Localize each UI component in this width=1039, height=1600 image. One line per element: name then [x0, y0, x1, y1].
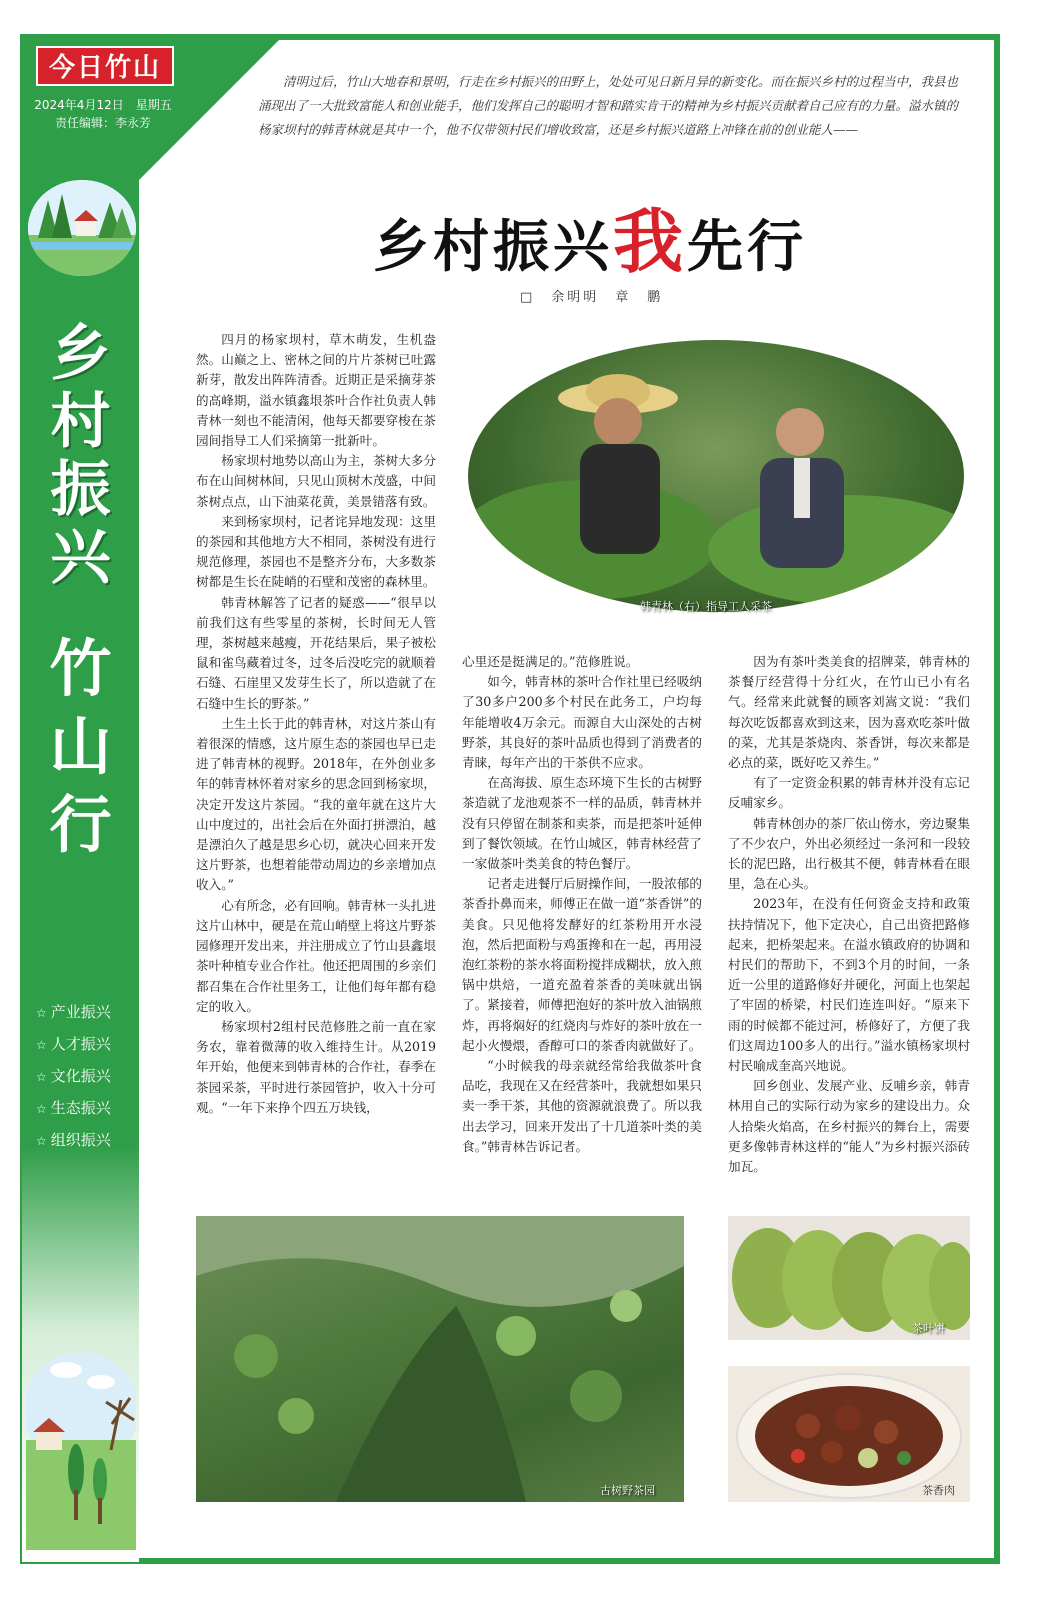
menu-item-industry[interactable]: ☆ 产业振兴	[36, 1003, 111, 1021]
star-icon: ☆	[36, 1134, 47, 1148]
col3-para-2: 有了一定资金积累的韩青林并没有忘记反哺家乡。	[728, 775, 970, 811]
col3-para-4: 2023年，在没有任何资金支持和政策扶持情况下，他下定决心，自己出资把路修起来，把桥架起来。在溢水镇政府的协调和村民们的帮助下，不到3个月的时间，一条近一公里的道路修好并硬化，河面上也架起了牢固的桥梁，村民们连连叫好。“原来下雨的时候都不能过河，桥修好了，方便了我们这周边100多人的出行。”溢水镇杨家坝村村民喻成奎高兴地说。	[728, 896, 970, 1074]
col1-para-2: 杨家坝村地势以高山为主，茶树大多分布在山间树林间，只见山顶树木茂盛，中间茶树点点，山下油菜花黄，美景错落有致。	[196, 453, 436, 509]
col2-para-3: 在高海拔、原生态环境下生长的古树野茶造就了龙池观茶不一样的品质，韩青林并没有只停留在制茶和卖茶，而是把茶叶延伸到了餐饮领域。在竹山城区，韩青林经营了一家做茶叶类美食的特色餐厅。	[462, 775, 702, 872]
issue-date: 2024年4月12日 星期五	[34, 98, 172, 112]
caption-tea-pork: 茶香肉	[922, 1484, 955, 1497]
col1-para-7: 杨家坝村2组村民范修胜之前一直在家务农，靠着微薄的收入维持生计。从2019年开始，他便来到韩青林的合作社，春季在茶园采茶，平时进行茶园管护，收入十分可观。“一年下来挣个四五万块钱，	[196, 1018, 436, 1115]
col1-para-4: 韩青林解答了记者的疑惑——“很早以前我们这有些零星的茶树，长时间无人管理，茶树越来越瘦，开花结果后，果子被松鼠和雀鸟藏着过冬，过冬后没吃完的就顺着石缝、石崖里又发芽生长了，所以造就了在石缝中生长的野茶。”	[196, 594, 436, 711]
menu-item-culture[interactable]: ☆ 文化振兴	[36, 1067, 111, 1085]
dateline	[24, 96, 182, 132]
topic-menu	[36, 1000, 136, 1160]
section-title-text: 乡村振兴	[50, 319, 111, 593]
village-emblem	[28, 180, 136, 276]
wild-tea-garden-photo	[196, 1216, 684, 1502]
byline: □ 余明明 章 鹏	[520, 290, 664, 305]
col1-para-1: 四月的杨家坝村，草木萌发，生机盎然。山巅之上、密林之间的片片茶树已吐露新芽，散发出阵阵清香。近期正是采摘芽茶的高峰期，溢水镇鑫垠茶叶合作社负责人韩青林一刻也不能清闲，他每天都要穿梭在茶园间指导工人们采摘第一批新叶。	[196, 332, 436, 449]
col1-para-5: 土生土长于此的韩青林，对这片茶山有着很深的情感，这片原生态的茶园也早已走进了韩青林的视野。2018年，在外创业多年的韩青林怀着对家乡的思念回到杨家坝，决定开发这片茶园。“我的童年就在这片大山中度过的，出社会后在外面打拼漂泊，越是漂泊久了越是思乡心切，就决心回来开发这片野茶，也想着能带动周边的乡亲增加点收入。”	[196, 715, 436, 893]
caption-tea-pancake: 茶叶饼	[912, 1322, 945, 1335]
tea-picking-photo	[468, 340, 964, 612]
col3-para-1: 因为有茶叶类美食的招牌菜，韩青林的茶餐厅经营得十分红火，在竹山已小有名气。经常来此就餐的顾客刘嵩文说：“我们每次吃饭都喜欢到这来，因为喜欢吃茶叶做的菜，尤其是茶烧肉、茶香饼，每次来都是必点的菜，既好吃又养生。”	[728, 654, 970, 771]
col2-para-4: 记者走进餐厅后厨操作间，一股浓郁的茶香扑鼻而来，师傅正在做一道“茶香饼”的美食。只见他将发酵好的红茶粉用开水浸泡，然后把面粉与鸡蛋搀和在一起，再用浸泡红茶粉的茶水将面粉搅拌成糊状，放入煎锅中烘焙，一道充盈着茶香的美味就出锅了。紧接着，师傅把泡好的茶叶放入油锅煎炸，再将焖好的红烧肉与炸好的茶叶放在一起小火慢煨，香醇可口的茶香肉就做好了。	[462, 876, 702, 1053]
countryside-illustration	[26, 1340, 136, 1550]
caption-tea-picking: 韩青林（右）指导工人采茶	[640, 600, 772, 613]
caption-wild-tea-garden: 古树野茶园	[600, 1484, 655, 1497]
lead-paragraph: 清明过后，竹山大地春和景明，行走在乡村振兴的田野上，处处可见日新月异的新变化。而在振兴乡村的过程当中，我县也涌现出了一大批致富能人和创业能手，他们发挥自己的聪明才智和踏实肯干的精神为乡村振兴贡献着自己应有的力量。溢水镇的杨家坝村的韩青林就是其中一个，他不仅带领村民们增收致富，还是乡村振兴道路上冲锋在前的创业能人——	[258, 74, 959, 137]
col3-para-3: 韩青林创办的茶厂依山傍水，旁边聚集了不少农户，外出必须经过一条河和一段较长的泥巴路，出行极其不便，韩青林看在眼里，急在心头。	[728, 815, 970, 892]
star-icon: ☆	[36, 1070, 47, 1084]
col1-para-6: 心有所念，必有回响。韩青林一头扎进这片山林中，硬是在荒山峭壁上将这片野茶园修理开发出来，并注册成立了竹山县鑫垠茶叶种植专业合作社。他还把周围的乡亲们都召集在合作社里务工，让他们每年都有稳定的收入。	[196, 897, 436, 1014]
menu-item-organization[interactable]: ☆ 组织振兴	[36, 1131, 111, 1149]
col2-para-5: “小时候我的母亲就经常给我做茶叶食品吃，我现在又在经营茶叶，我就想如果只卖一季干茶，其他的资源就浪费了。所以我出去学习，回来开发出了十几道茶叶类的美食。”韩青林告诉记者。	[462, 1058, 702, 1154]
editor-credit: 责任编辑：李永芳	[54, 116, 151, 130]
headline	[360, 186, 820, 287]
section-title	[22, 320, 139, 592]
masthead-logo: 今日竹山	[36, 46, 174, 86]
countryside-icon	[26, 1340, 136, 1550]
col1-para-3: 来到杨家坝村，记者诧异地发现：这里的茶园和其他地方大不相同，茶树没有进行规范修理，茶园也不是整齐分布，大多数茶树都是生长在陡峭的石壁和茂密的森林里。	[196, 513, 436, 590]
star-icon: ☆	[36, 1038, 47, 1052]
star-icon: ☆	[36, 1006, 47, 1020]
headline-part1: 乡村振兴	[373, 215, 613, 280]
col3-para-5: 回乡创业、发展产业、反哺乡亲，韩青林用自己的实际行动为家乡的建设出力。众人拾柴火焰高，在乡村振兴的舞台上，需要更多像韩青林这样的“能人”为乡村振兴添砖加瓦。	[728, 1078, 970, 1175]
section-subtitle	[22, 630, 139, 864]
tea-garden-scene	[468, 340, 964, 612]
col2-para-1: 心里还是挺满足的。”范修胜说。	[462, 654, 639, 669]
col2-para-2: 如今，韩青林的茶叶合作社里已经吸纳了30多户200多个村民在此务工，户均每年能增收4万余元。而源自大山深处的古树野茶，其良好的茶叶品质也得到了消费者的青睐，每年产出的干茶供不应求。	[462, 674, 702, 771]
village-emblem-icon	[28, 180, 136, 276]
menu-item-talent[interactable]: ☆ 人才振兴	[36, 1035, 111, 1053]
section-subtitle-text: 竹山行	[49, 632, 112, 861]
mountain-scene	[196, 1216, 684, 1502]
article-column-3	[728, 652, 970, 1177]
article-column-1	[196, 330, 436, 1118]
menu-item-ecology[interactable]: ☆ 生态振兴	[36, 1099, 111, 1117]
headline-highlight: 我	[613, 200, 687, 283]
article-column-2	[462, 652, 702, 1157]
headline-part2: 先行	[687, 215, 807, 280]
star-icon: ☆	[36, 1102, 47, 1116]
